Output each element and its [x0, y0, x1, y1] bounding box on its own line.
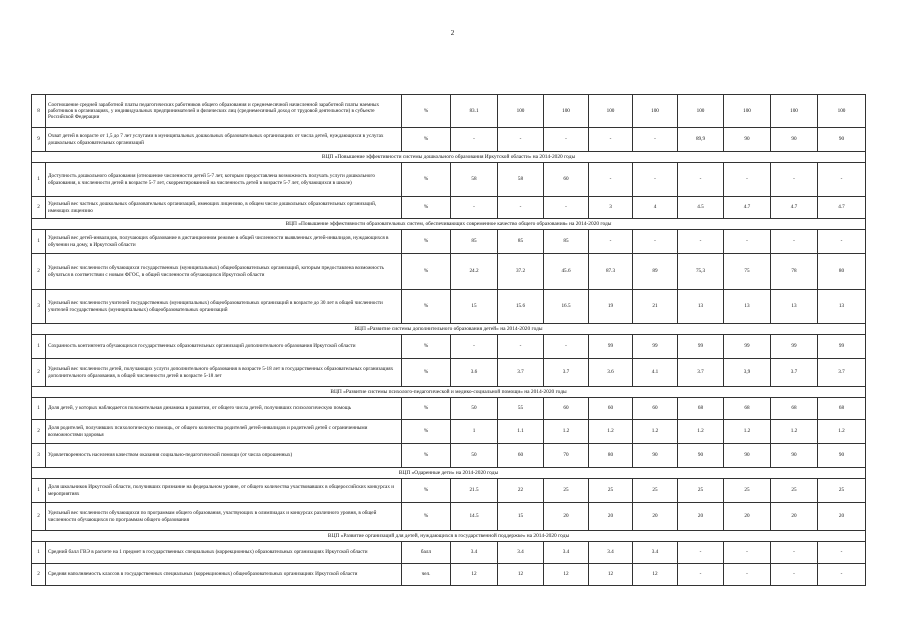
table-row	[32, 95, 866, 128]
value-cell: 25	[544, 479, 589, 503]
value-cell: 25	[678, 479, 724, 503]
value-cell: 90	[818, 444, 866, 468]
indicator-description: Удельный вес численности обучающихся государственных (муниципальных) общеобразовательных организаций, которым предоставлена возможность обучаться в соответствии с новым ФГОС, в общей численности обучающихся Иркутской области	[46, 254, 402, 290]
value-cell: -	[771, 163, 818, 197]
table-row	[32, 503, 866, 531]
indicator-description: Доступность дошкольного образования (отношение численности детей 5-7 лет, которым предоставлена возможность получать услуги дошкольного образования, к численности детей в возрасте 5-7 лет, скорректированной на численность детей в возрасте 5-7 лет, обучающихся в школе)	[46, 163, 402, 197]
section-header-row	[32, 324, 866, 335]
value-cell: 3.4	[633, 542, 678, 564]
value-cell: 100	[589, 95, 633, 128]
table-body	[32, 95, 866, 586]
value-cell: 1.2	[633, 420, 678, 444]
value-cell: 19	[589, 290, 633, 324]
row-number: 2	[32, 197, 46, 219]
table-row	[32, 420, 866, 444]
unit-cell: %	[402, 398, 451, 420]
value-cell: 90	[724, 128, 771, 152]
row-number: 2	[32, 503, 46, 531]
value-cell: 21.5	[451, 479, 498, 503]
value-cell: -	[818, 230, 866, 254]
section-header-row	[32, 531, 866, 542]
value-cell: 75,3	[678, 254, 724, 290]
value-cell: -	[498, 335, 544, 359]
section-title: ВЦП «Развитие системы психолого-педагогической и медико-социальной помощи» на 2014-2020 годы	[32, 387, 866, 398]
value-cell: -	[678, 542, 724, 564]
row-number: 2	[32, 420, 46, 444]
value-cell: 25	[818, 479, 866, 503]
value-cell: -	[724, 230, 771, 254]
value-cell: 68	[771, 398, 818, 420]
table-row	[32, 254, 866, 290]
table-row	[32, 564, 866, 586]
value-cell: 100	[633, 95, 678, 128]
value-cell: 3	[589, 197, 633, 219]
unit-cell: %	[402, 503, 451, 531]
value-cell: 55	[498, 398, 544, 420]
value-cell: 20	[544, 503, 589, 531]
value-cell: 15.6	[498, 290, 544, 324]
unit-cell: %	[402, 128, 451, 152]
section-title: ВЦП «Одаренные дети» на 2014-2020 годы	[32, 468, 866, 479]
value-cell: 3.7	[818, 359, 866, 387]
indicator-description: Охват детей в возрасте от 1,5 до 7 лет услугами в муниципальных дошкольных образовательных организациях от числа детей, нуждающихся в услугах дошкольных образовательных организаций	[46, 128, 402, 152]
value-cell: 13	[771, 290, 818, 324]
unit-cell: %	[402, 230, 451, 254]
unit-cell: %	[402, 163, 451, 197]
table-row	[32, 230, 866, 254]
value-cell: 58	[451, 163, 498, 197]
value-cell: 3.6	[589, 359, 633, 387]
value-cell: 3,9	[724, 359, 771, 387]
value-cell: 80	[818, 254, 866, 290]
value-cell: 13	[724, 290, 771, 324]
row-number: 2	[32, 564, 46, 586]
value-cell: -	[498, 197, 544, 219]
value-cell: 25	[589, 479, 633, 503]
value-cell: 100	[498, 95, 544, 128]
table-row	[32, 398, 866, 420]
section-title: ВЦП «Развитие организаций для детей, нуждающихся в государственной поддержке» на 2014-2020 годы	[32, 531, 866, 542]
value-cell: 58	[498, 163, 544, 197]
value-cell: 68	[678, 398, 724, 420]
value-cell: -	[818, 163, 866, 197]
value-cell: 60	[544, 163, 589, 197]
value-cell: -	[771, 542, 818, 564]
value-cell: 60	[498, 444, 544, 468]
table-row	[32, 359, 866, 387]
value-cell: 68	[724, 398, 771, 420]
value-cell: 85	[451, 230, 498, 254]
unit-cell: балл	[402, 542, 451, 564]
row-number: 8	[32, 95, 46, 128]
value-cell: 12	[589, 564, 633, 586]
value-cell: 90	[818, 128, 866, 152]
row-number: 1	[32, 542, 46, 564]
value-cell: -	[451, 128, 498, 152]
value-cell: 99	[589, 335, 633, 359]
value-cell: 60	[544, 398, 589, 420]
value-cell: 14.5	[451, 503, 498, 531]
indicator-description: Удельный вес частных дошкольных образовательных организаций, имеющих лицензию, в общем числе дошкольных образовательных организаций, имеющих лицензию	[46, 197, 402, 219]
value-cell: -	[633, 163, 678, 197]
value-cell: 90	[724, 444, 771, 468]
value-cell: 1.1	[498, 420, 544, 444]
row-number: 3	[32, 290, 46, 324]
value-cell: 100	[678, 95, 724, 128]
indicator-description: Соотношение средней заработной платы педагогических работников общего образования и среднемесячной начисленной заработной платы наемных работников в организациях, у индивидуальных предпринимателей и физических лиц (среднемесячный доход от трудовой деятельности) в субъекте Российской Федерации	[46, 95, 402, 128]
value-cell: 99	[818, 335, 866, 359]
value-cell: -	[589, 163, 633, 197]
section-header-row	[32, 468, 866, 479]
value-cell: 15	[451, 290, 498, 324]
value-cell: 100	[724, 95, 771, 128]
value-cell: 99	[771, 335, 818, 359]
value-cell: 70	[544, 444, 589, 468]
value-cell: -	[724, 163, 771, 197]
value-cell: -	[498, 128, 544, 152]
table-row	[32, 542, 866, 564]
value-cell: 1.2	[589, 420, 633, 444]
section-title: ВЦП «Повышение эффективности образовательных систем, обеспечивающих современное качество общего образования» на 2014-2020 годы	[32, 219, 866, 230]
value-cell: 12	[498, 564, 544, 586]
value-cell: 20	[589, 503, 633, 531]
value-cell: 3.7	[498, 359, 544, 387]
section-title: ВЦП «Повышение эффективности системы дошкольного образования Иркутской области» на 2014-2020 годы	[32, 152, 866, 163]
row-number: 1	[32, 230, 46, 254]
indicator-description: Удельный вес численности детей, получающих услуги дополнительного образования в возрасте 5-18 лет в государственных образовательных организациях дополнительного образования, в общей численности детей в возрасте 5-18 лет	[46, 359, 402, 387]
value-cell: 1.2	[771, 420, 818, 444]
value-cell: 3.7	[678, 359, 724, 387]
indicator-description: Удовлетворенность населения качеством оказания социально-педагогической помощи (от числа опрошенных)	[46, 444, 402, 468]
value-cell: 22	[498, 479, 544, 503]
row-number: 2	[32, 254, 46, 290]
value-cell: 21	[633, 290, 678, 324]
row-number: 3	[32, 444, 46, 468]
value-cell: 90	[771, 128, 818, 152]
indicator-description: Удельный вес детей-инвалидов, получающих образование в дистанционном режиме в общей численности выявленных детей-инвалидов, нуждающихся в обучении на дому, в Иркутской области	[46, 230, 402, 254]
indicators-table	[31, 94, 866, 586]
table-row	[32, 444, 866, 468]
value-cell: 25	[724, 479, 771, 503]
value-cell: 90	[633, 444, 678, 468]
value-cell: 3.4	[544, 542, 589, 564]
value-cell: 37.2	[498, 254, 544, 290]
table-row	[32, 197, 866, 219]
value-cell: -	[589, 128, 633, 152]
unit-cell: чел.	[402, 564, 451, 586]
value-cell: 4.7	[724, 197, 771, 219]
indicator-description: Доля детей, у которых наблюдается положительная динамика в развитии, от общего числа детей, получивших психологическую помощь	[46, 398, 402, 420]
unit-cell: %	[402, 95, 451, 128]
value-cell: -	[544, 335, 589, 359]
row-number: 9	[32, 128, 46, 152]
table-row	[32, 290, 866, 324]
value-cell: -	[678, 230, 724, 254]
indicator-description: Удельный вес численности обучающихся по программам общего образования, участвующих в олимпиадах и конкурсах различного уровня, в общей численности обучающихся по программам общего образования	[46, 503, 402, 531]
value-cell: 99	[678, 335, 724, 359]
unit-cell: %	[402, 444, 451, 468]
value-cell: -	[633, 128, 678, 152]
value-cell: -	[544, 128, 589, 152]
value-cell: 13	[678, 290, 724, 324]
value-cell: 20	[633, 503, 678, 531]
unit-cell: %	[402, 290, 451, 324]
value-cell: 3.7	[544, 359, 589, 387]
value-cell: 100	[771, 95, 818, 128]
value-cell: -	[724, 542, 771, 564]
value-cell: 100	[544, 95, 589, 128]
value-cell: -	[678, 564, 724, 586]
value-cell: 13	[818, 290, 866, 324]
value-cell: 3.4	[498, 542, 544, 564]
unit-cell: %	[402, 335, 451, 359]
value-cell: 3.6	[451, 359, 498, 387]
value-cell: 4.5	[678, 197, 724, 219]
value-cell: 78	[771, 254, 818, 290]
section-header-row	[32, 219, 866, 230]
unit-cell: %	[402, 479, 451, 503]
value-cell: 3.4	[589, 542, 633, 564]
value-cell: 16.5	[544, 290, 589, 324]
row-number: 1	[32, 163, 46, 197]
table-row	[32, 163, 866, 197]
section-header-row	[32, 152, 866, 163]
value-cell: 24.2	[451, 254, 498, 290]
value-cell: 3.7	[771, 359, 818, 387]
row-number: 1	[32, 335, 46, 359]
value-cell: -	[451, 197, 498, 219]
indicator-description: Средняя наполняемость классов в государственных специальных (коррекционных) общеобразовательных организациях Иркутской области	[46, 564, 402, 586]
value-cell: 4.7	[771, 197, 818, 219]
value-cell: -	[818, 564, 866, 586]
unit-cell: %	[402, 420, 451, 444]
value-cell: -	[544, 197, 589, 219]
value-cell: -	[451, 335, 498, 359]
value-cell: 75	[724, 254, 771, 290]
value-cell: -	[771, 564, 818, 586]
value-cell: -	[818, 542, 866, 564]
indicator-description: Доля родителей, получивших психологическую помощь, от общего количества родителей детей-инвалидов и родителей детей с ограниченными возможностями здоровья	[46, 420, 402, 444]
value-cell: 20	[771, 503, 818, 531]
value-cell: 50	[451, 398, 498, 420]
table-row	[32, 335, 866, 359]
value-cell: 20	[818, 503, 866, 531]
value-cell: 68	[818, 398, 866, 420]
value-cell: 12	[451, 564, 498, 586]
indicator-description: Удельный вес численности учителей государственных (муниципальных) общеобразовательных организаций в возрасте до 30 лет в общей численности учителей государственных (муниципальных) общеобразовательных организаций	[46, 290, 402, 324]
row-number: 2	[32, 359, 46, 387]
value-cell: 60	[633, 398, 678, 420]
row-number: 1	[32, 398, 46, 420]
value-cell: 90	[771, 444, 818, 468]
value-cell: -	[589, 230, 633, 254]
value-cell: 45.6	[544, 254, 589, 290]
section-header-row	[32, 387, 866, 398]
value-cell: 1.2	[544, 420, 589, 444]
indicator-description: Сохранность контингента обучающихся государственных образовательных организаций дополнительного образования Иркутской области	[46, 335, 402, 359]
value-cell: 83.1	[451, 95, 498, 128]
value-cell: -	[724, 564, 771, 586]
value-cell: 99	[724, 335, 771, 359]
value-cell: 20	[724, 503, 771, 531]
table-row	[32, 479, 866, 503]
table-row	[32, 128, 866, 152]
value-cell: 3.4	[451, 542, 498, 564]
section-title: ВЦП «Развитие системы дополнительного образования детей» на 2014-2020 годы	[32, 324, 866, 335]
value-cell: 90	[678, 444, 724, 468]
value-cell: 1	[451, 420, 498, 444]
unit-cell: %	[402, 254, 451, 290]
value-cell: 15	[498, 503, 544, 531]
value-cell: 80	[589, 444, 633, 468]
value-cell: 85	[498, 230, 544, 254]
value-cell: 85	[544, 230, 589, 254]
value-cell: 89	[633, 254, 678, 290]
value-cell: -	[678, 163, 724, 197]
value-cell: 1.2	[724, 420, 771, 444]
value-cell: 60	[589, 398, 633, 420]
value-cell: 99	[633, 335, 678, 359]
value-cell: 25	[771, 479, 818, 503]
value-cell: 100	[818, 95, 866, 128]
value-cell: 4	[633, 197, 678, 219]
indicator-description: Доля школьников Иркутской области, получивших признание на федеральном уровне, от общего количества участвовавших в общероссийских конкурсах и мероприятиях	[46, 479, 402, 503]
page-number: 2	[450, 29, 455, 37]
value-cell: 1.2	[678, 420, 724, 444]
value-cell: 50	[451, 444, 498, 468]
value-cell: 4.1	[633, 359, 678, 387]
unit-cell: %	[402, 197, 451, 219]
row-number: 1	[32, 479, 46, 503]
value-cell: 12	[544, 564, 589, 586]
unit-cell: %	[402, 359, 451, 387]
value-cell: -	[633, 230, 678, 254]
value-cell: 4.7	[818, 197, 866, 219]
value-cell: 89,9	[678, 128, 724, 152]
value-cell: 25	[633, 479, 678, 503]
value-cell: 12	[633, 564, 678, 586]
indicator-description: Средний балл ГВЭ в расчете на 1 предмет в государственных специальных (коррекционных) образовательных организациях Иркутской области	[46, 542, 402, 564]
value-cell: 87.3	[589, 254, 633, 290]
value-cell: -	[771, 230, 818, 254]
value-cell: 1.2	[818, 420, 866, 444]
value-cell: 20	[678, 503, 724, 531]
